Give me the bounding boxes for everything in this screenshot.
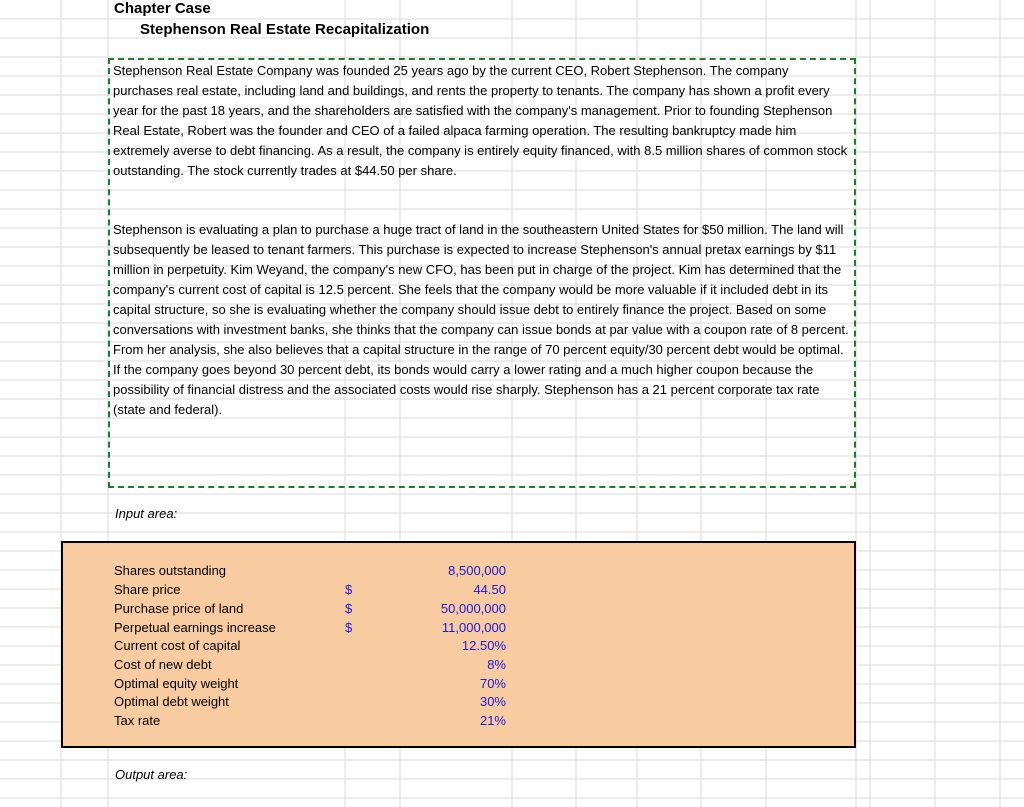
- input-row-label[interactable]: Current cost of capital: [114, 638, 241, 653]
- input-row-value[interactable]: 8,500,000: [448, 563, 506, 578]
- output-area-label[interactable]: Output area:: [115, 767, 188, 782]
- input-row-currency: $: [345, 620, 353, 635]
- case-title[interactable]: Stephenson Real Estate Recapitalization: [140, 21, 430, 38]
- input-row-label[interactable]: Purchase price of land: [114, 601, 244, 616]
- case-paragraph-2[interactable]: Stephenson is evaluating a plan to purchase a huge tract of land in the southeastern United States for $50 million. The land will subsequently be leased to tenant farmers. This purchase is expected to increase Stephenson's annual pretax earnings by $11 million in perpetuity. Kim Weyand, the company's new CFO, has been put in charge of the project. Kim has determined that the company's current cost of capital is 12.5 percent. She feels that the company would be more valuable if it included debt in its capital structure, so she is evaluating whether the company should issue debt to entirely finance the project. Based on some conversations with investment banks, she thinks that the company can issue bonds at par value with a coupon rate of 8 percent. From her analysis, she also believes that a capital structure in the range of 70 percent equity/30 percent debt would be optimal. If the company goes beyond 30 percent debt, its bonds would carry a lower rating and a much higher coupon because the possibility of financial distress and the associated costs would rise sharply. Stephenson has a 21 percent corporate tax rate (state and federal).: [113, 222, 849, 417]
- input-row-label[interactable]: Shares outstanding: [114, 563, 227, 578]
- input-row-value[interactable]: 12.50%: [461, 638, 506, 653]
- input-row-value[interactable]: 44.50: [473, 582, 506, 597]
- input-area-label[interactable]: Input area:: [115, 506, 178, 521]
- input-row-label[interactable]: Perpetual earnings increase: [114, 620, 276, 635]
- input-row-label[interactable]: Optimal debt weight: [114, 694, 229, 709]
- input-row-currency: $: [345, 601, 353, 616]
- input-row-label[interactable]: Cost of new debt: [114, 657, 212, 672]
- chapter-title[interactable]: Chapter Case: [114, 0, 211, 17]
- input-row-value[interactable]: 8%: [487, 657, 506, 672]
- input-row-value[interactable]: 21%: [479, 713, 506, 728]
- input-row-label[interactable]: Tax rate: [114, 713, 161, 728]
- input-row-value[interactable]: 70%: [479, 676, 506, 691]
- input-row-currency: $: [345, 582, 353, 597]
- input-row-value[interactable]: 50,000,000: [440, 601, 506, 616]
- input-row-label[interactable]: Optimal equity weight: [114, 676, 239, 691]
- case-paragraph-1[interactable]: Stephenson Real Estate Company was founded 25 years ago by the current CEO, Robert Stephenson. The company purchases real estate, including land and buildings, and rents the property to tenants. The company has shown a profit every year for the past 18 years, and the shareholders are satisfied with the company's management. Prior to founding Stephenson Real Estate, Robert was the founder and CEO of a failed alpaca farming operation. The resulting bankruptcy made him extremely averse to debt financing. As a result, the company is entirely equity financed, with 8.5 million shares of common stock outstanding. The stock currently trades at $44.50 per share.: [113, 63, 848, 178]
- input-row-value[interactable]: 11,000,000: [441, 620, 506, 635]
- input-row-label[interactable]: Share price: [114, 582, 181, 597]
- input-row-value[interactable]: 30%: [479, 694, 506, 709]
